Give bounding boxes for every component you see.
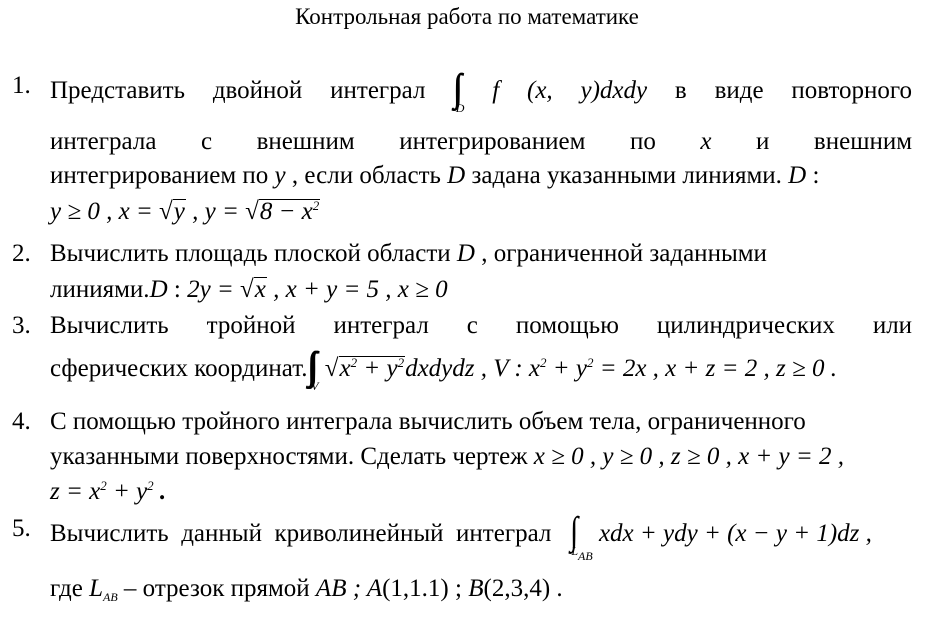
problem-3-line-2: сферических $координат.\int\int\int_V$ $√x^2$ + $y^2dxdydz$ , V : $x^2 + y^2 = 2x$ , x + z = 2 , z ≥ 0 . [50, 344, 837, 393]
problem-3-number: 3. [12, 312, 31, 339]
problem-5-number: 5. [12, 515, 31, 542]
problem-4-line-3: $z = x^2 + y^2$ . [50, 478, 167, 505]
problem-1-line-1: Представить двойной интеграл $\int\int_D$ f (x, y)dxdy в виде повторного [50, 66, 913, 115]
problem-3-line-1: Вычислить тройной интеграл с помощью цилиндрических или [50, 312, 913, 339]
problem-4-number: 4. [12, 408, 31, 435]
problem-1-line-4: y ≥ 0 , x = √y , $y = √8 - x^2$ [50, 198, 320, 225]
page-title: Контрольная работа по математике [295, 4, 639, 29]
problem-5-line-2: где $L_{AB}$ – отрезок прямой AB ; A(1,1.1) ; B(2,3,4) . [50, 575, 563, 604]
problem-5-line-1: Вычислить данный криволинейный интеграл $\int_{L_{AB}}$ xdx + ydy + (x − y + 1)dz , [50, 509, 872, 563]
problem-2-number: 2. [12, 240, 31, 267]
problem-4-line-1: С помощью тройного интеграла вычислить объем тела, ограниченного [50, 408, 806, 435]
problem-2-line-2: линиями.D : 2y = √x , x + y = 5 , x ≥ 0 [50, 276, 448, 303]
problem-1-line-2: интеграла с внешним интегрированием по x и внешним [50, 128, 913, 155]
problem-4-line-2: указанными поверхностями. Сделать чертеж x ≥ 0 , y ≥ 0 , z ≥ 0 , x + y = 2 , [50, 443, 845, 470]
problem-2-line-1: Вычислить площадь плоской области D , ограниченной заданными [50, 240, 767, 267]
problem-1-line-3: интегрированием по y , если область D задана указанными линиями. D : [50, 162, 820, 189]
problem-1-number: 1. [12, 72, 31, 99]
